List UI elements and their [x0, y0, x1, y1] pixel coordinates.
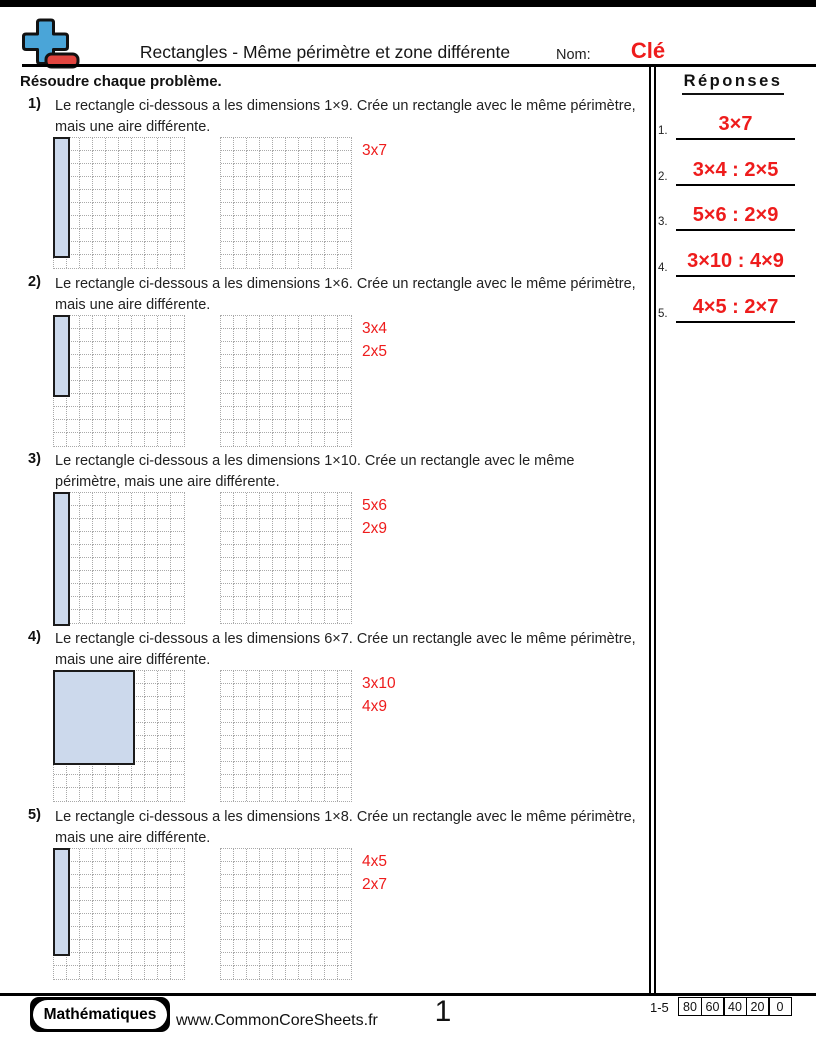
- page-title: Rectangles - Même périmètre et zone différente: [139, 42, 511, 62]
- answer-hints: [362, 139, 387, 162]
- score-cell: 80: [678, 997, 702, 1016]
- answers-title-wrap: [650, 72, 816, 95]
- hint-line: 2x7: [362, 876, 387, 893]
- commoncoresheets-logo-icon: [20, 18, 82, 70]
- score-range-label: 1-5: [650, 1000, 669, 1015]
- problem-1: [0, 96, 648, 274]
- answer-number: 4.: [658, 262, 668, 274]
- answer-row-2: [658, 150, 795, 186]
- score-cell: 0: [768, 997, 792, 1016]
- answer-value: 4×5 : 2×7: [692, 296, 779, 318]
- answer-number: 1.: [658, 125, 668, 137]
- grid-with-rectangle: [53, 670, 185, 802]
- hint-line: 4x9: [362, 698, 387, 715]
- brand-pill: [33, 1000, 167, 1029]
- answer-row-3: [658, 195, 795, 231]
- problem-number: 1): [28, 96, 41, 112]
- answer-value: 3×4 : 2×5: [692, 159, 779, 181]
- name-label: Nom:: [556, 47, 591, 63]
- answer-number: 5.: [658, 308, 668, 320]
- hint-line: 2x5: [362, 343, 387, 360]
- grid-empty: [220, 315, 352, 447]
- problem-number: 3): [28, 451, 41, 467]
- score-cell: 20: [746, 997, 770, 1016]
- score-cell: 40: [723, 997, 747, 1016]
- grid-empty: [220, 848, 352, 980]
- grid-with-rectangle: [53, 492, 185, 624]
- grid-empty: [220, 670, 352, 802]
- instructions-text: Résoudre chaque problème.: [20, 73, 222, 90]
- problem-number: 2): [28, 274, 41, 290]
- answer-value: 5×6 : 2×9: [692, 204, 779, 226]
- hint-line: 4x5: [362, 853, 387, 870]
- grid-empty: [220, 137, 352, 269]
- hint-line: 3x10: [362, 675, 396, 692]
- grid-with-rectangle: [53, 137, 185, 269]
- answer-number: 2.: [658, 171, 668, 183]
- answer-row-5: [658, 287, 795, 323]
- answer-number: 3.: [658, 216, 668, 228]
- problem-4: [0, 629, 648, 807]
- answer-row-1: [658, 104, 795, 140]
- problem-text: Le rectangle ci-dessous a les dimensions 1×6. Crée un rectangle avec le même périmètre, mais une aire différente.: [55, 276, 636, 313]
- grid-with-rectangle: [53, 848, 185, 980]
- problem-text: Le rectangle ci-dessous a les dimensions 1×8. Crée un rectangle avec le même périmètre, mais une aire différente.: [55, 809, 636, 846]
- answer-value: 3×7: [718, 113, 753, 135]
- page-number: 1: [434, 995, 452, 1028]
- problem-2: [0, 274, 648, 452]
- problem-text: Le rectangle ci-dessous a les dimensions 1×9. Crée un rectangle avec le même périmètre, mais une aire différente.: [55, 98, 636, 135]
- answers-title: Réponses: [682, 72, 785, 95]
- brand-name: Mathématiques: [43, 1005, 157, 1023]
- score-cell: 60: [701, 997, 725, 1016]
- answers-sidebar: [650, 70, 816, 990]
- brand-badge: [30, 997, 170, 1032]
- answer-hints: [362, 317, 387, 363]
- website-link: www.CommonCoreSheets.fr: [176, 1012, 378, 1029]
- answer-hints: [362, 850, 387, 896]
- problem-text: Le rectangle ci-dessous a les dimensions 6×7. Crée un rectangle avec le même périmètre, mais une aire différente.: [55, 631, 636, 668]
- hint-line: 5x6: [362, 497, 387, 514]
- top-black-bar: [0, 0, 816, 7]
- header-divider: [22, 64, 816, 67]
- problem-number: 4): [28, 629, 41, 645]
- problem-3: [0, 451, 648, 629]
- answer-key-value: Clé: [630, 38, 666, 63]
- answer-hints: [362, 494, 387, 540]
- answer-value: 3×10 : 4×9: [687, 250, 784, 272]
- answer-hints: [362, 672, 396, 718]
- score-table: [678, 997, 792, 1016]
- hint-line: 3x4: [362, 320, 387, 337]
- answer-row-4: [658, 241, 795, 277]
- problem-5: [0, 807, 648, 985]
- problem-number: 5): [28, 807, 41, 823]
- hint-line: 2x9: [362, 520, 387, 537]
- problem-text: Le rectangle ci-dessous a les dimensions 1×10. Crée un rectangle avec le même périmètre, mais une aire différente.: [55, 453, 575, 490]
- grid-with-rectangle: [53, 315, 185, 447]
- grid-empty: [220, 492, 352, 624]
- hint-line: 3x7: [362, 142, 387, 159]
